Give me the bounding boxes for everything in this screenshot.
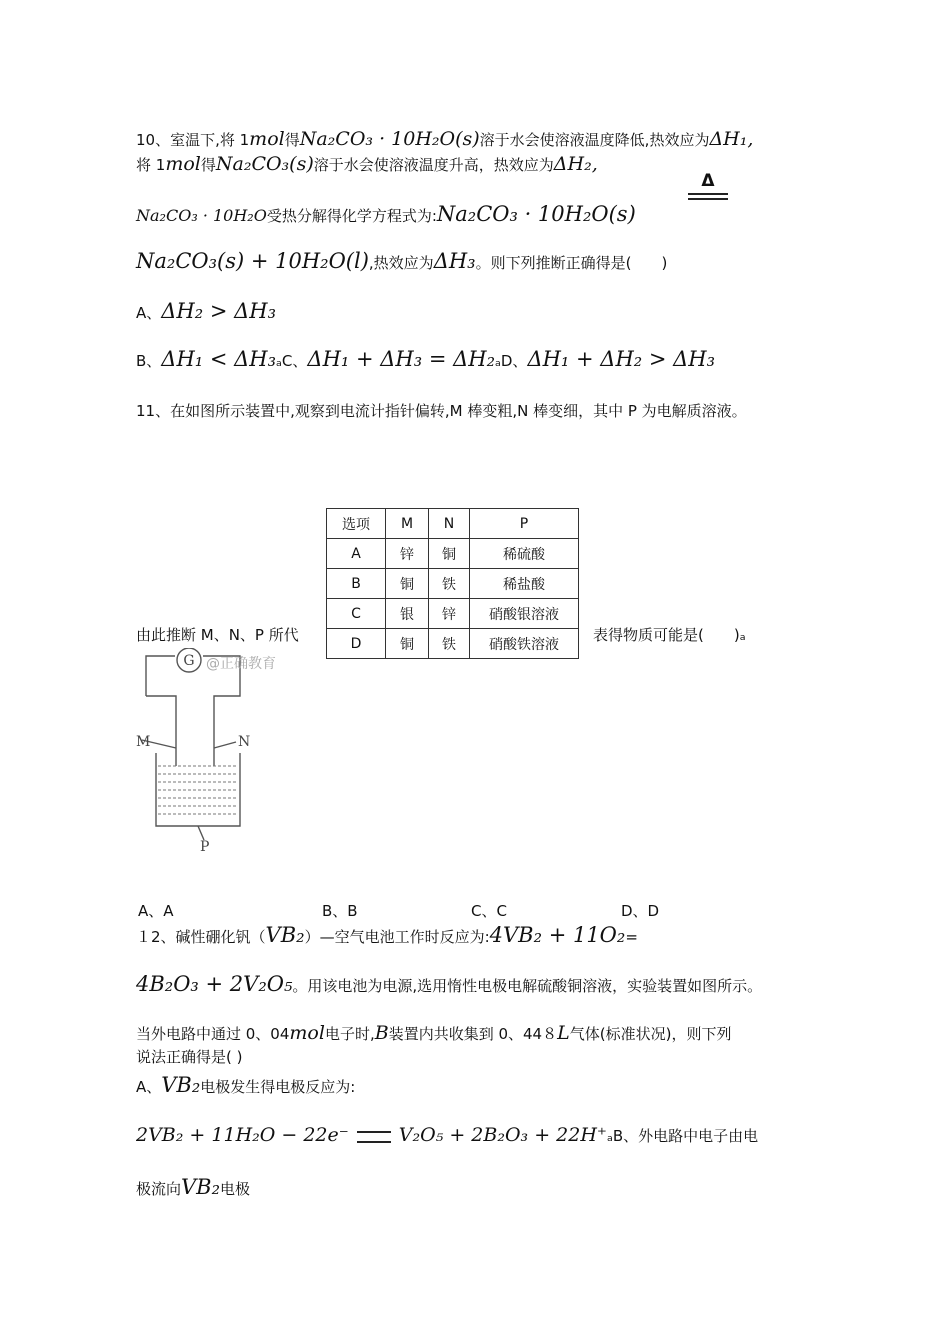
watermark-text: @正确教育 — [206, 656, 276, 672]
formula-vb2: VB₂ — [181, 1175, 221, 1199]
q10-text: 10、室温下,将 1 — [136, 131, 250, 149]
q12-text: 当外电路中通过 0、04 — [136, 1025, 290, 1043]
table-cell: A — [327, 539, 386, 569]
q12-line-6 — [136, 1124, 758, 1147]
table-cell: 锌 — [386, 539, 429, 569]
formula: Na₂CO₃ · 10H₂O — [136, 206, 267, 225]
q10-line-3 — [136, 203, 636, 227]
q11-answer-a: A、A — [138, 902, 174, 920]
delta-heat-symbol: Δ — [701, 171, 715, 191]
q12-text: 装置内共收集到 0、44８ — [388, 1025, 558, 1043]
formula: Na₂CO₃ · 10H₂O(s) — [299, 128, 480, 150]
table-header: 选项 — [327, 509, 386, 539]
q10-text: 溶于水会使溶液温度降低,热效应为 — [479, 131, 710, 149]
q12-line-2 — [136, 973, 762, 997]
equation-left: 4VB₂ + 11O₂ — [489, 923, 626, 947]
delta-h1: ΔH₁, — [709, 128, 754, 150]
delta-h3: ΔH₃ — [433, 249, 476, 273]
q10-line-4 — [136, 250, 667, 274]
q12-line-3 — [136, 1022, 731, 1045]
table-header-row — [327, 509, 579, 539]
electrode-equation-left: 2VB₂ + 11H₂O − 22e⁻ — [136, 1124, 349, 1146]
option-label: C、 — [281, 352, 308, 370]
label-n: N — [238, 734, 251, 750]
table-cell: 铜 — [386, 629, 429, 659]
table-row — [327, 539, 579, 569]
separator: ₐ — [276, 352, 282, 370]
label-m: M — [136, 734, 151, 750]
q10-options-bcd — [136, 348, 715, 372]
mol-unit: mol — [289, 1022, 325, 1044]
separator: ₐ — [495, 352, 501, 370]
q10-line-1 — [136, 128, 753, 151]
option-d-expr: ΔH₁ + ΔH₂ > ΔH₃ — [527, 347, 716, 371]
q10-text: ,热效应为 — [368, 254, 434, 272]
equation-left: Na₂CO₃ · 10H₂O(s) — [436, 202, 636, 226]
label-p: P — [200, 839, 210, 853]
table-row — [327, 599, 579, 629]
q12-text: ₐB、外电路中电子由电 — [606, 1127, 759, 1145]
q12-text: 电子时, — [324, 1025, 375, 1043]
q10-text: 。则下列推断正确得是( ) — [475, 254, 668, 272]
mol-unit: mol — [249, 128, 285, 150]
q11-answer-b: B、B — [322, 902, 358, 920]
table-header: M — [386, 509, 429, 539]
formula: Na₂CO₃(s) — [215, 153, 314, 175]
q12-text: 极流向 — [136, 1180, 182, 1198]
option-label: D、 — [500, 352, 528, 370]
table-cell: B — [327, 569, 386, 599]
table-cell: 锌 — [429, 599, 470, 629]
table-cell: 硝酸银溶液 — [470, 599, 579, 629]
table-cell: 稀盐酸 — [470, 569, 579, 599]
equation-right: Na₂CO₃(s) + 10H₂O(l) — [136, 249, 369, 273]
electrode-equation-right: V₂O₅ + 2B₂O₃ + 22H⁺ — [398, 1124, 607, 1146]
q12-text: ）—空气电池工作时反应为: — [304, 928, 490, 946]
equation-right: 4B₂O₃ + 2V₂O₅ — [136, 972, 293, 996]
option-label: B、 — [136, 352, 162, 370]
galvanometer-label: G — [183, 653, 195, 669]
q11-answer-c: C、C — [471, 902, 507, 920]
q11-answer-d: D、D — [621, 902, 660, 920]
formula-vb2: VB₂ — [161, 1073, 201, 1097]
option-label: A、 — [136, 304, 162, 322]
q12-text: A、 — [136, 1078, 162, 1096]
table-cell: 铜 — [429, 539, 470, 569]
q10-text: 溶于水会使溶液温度升高，热效应为 — [313, 156, 554, 174]
equals-bar — [688, 198, 728, 200]
table-cell: 铁 — [429, 629, 470, 659]
q12-line-7 — [136, 1176, 250, 1200]
formula-vb2: VB₂ — [265, 923, 305, 947]
table-cell: D — [327, 629, 386, 659]
galvanic-cell-figure — [132, 648, 292, 853]
q10-text: 受热分解得化学方程式为: — [266, 207, 437, 225]
equals-sign: = — [625, 928, 638, 946]
q11-stem: 11、在如图所示装置中,观察到电流计指针偏转,M 棒变粗,N 棒变细，其中 P 为电解质溶液。 — [136, 402, 747, 420]
option-a-expr: ΔH₂ > ΔH₃ — [161, 299, 277, 323]
q12-text: １2、碱性硼化钒（ — [136, 928, 266, 946]
q11-left-text: 由此推断 M、N、P 所代 — [136, 626, 299, 644]
table-cell: 铜 — [386, 569, 429, 599]
q10-text: 将 1 — [136, 156, 166, 174]
q12-line-1 — [136, 924, 638, 948]
heat-equals-sign — [688, 172, 728, 200]
q12-text: 电极发生得电极反应为: — [200, 1078, 356, 1096]
equals-bar — [688, 193, 728, 195]
table-cell: C — [327, 599, 386, 629]
table-cell: 稀硫酸 — [470, 539, 579, 569]
option-b-expr: ΔH₁ < ΔH₃ — [161, 347, 277, 371]
table-header: N — [429, 509, 470, 539]
table-row — [327, 629, 579, 659]
q10-line-2 — [136, 153, 598, 176]
q12-line-5 — [136, 1074, 355, 1098]
q12-line-4: 说法正确得是( ) — [136, 1048, 243, 1066]
reaction-equals — [357, 1131, 391, 1143]
q11-options-table — [326, 508, 579, 659]
q10-text: 得 — [200, 156, 216, 174]
table-cell: 铁 — [429, 569, 470, 599]
q12-text: 。用该电池为电源,选用惰性电极电解硫酸铜溶液，实验装置如图所示。 — [292, 977, 763, 995]
delta-h2: ΔH₂, — [553, 153, 598, 175]
device-b: B — [374, 1022, 389, 1044]
unit-l: L — [557, 1022, 570, 1044]
q12-text: 电极 — [220, 1180, 251, 1198]
q11-right-text: 表得物质可能是( )ₐ — [593, 626, 746, 644]
table-header: P — [470, 509, 579, 539]
table-row — [327, 569, 579, 599]
table-cell: 银 — [386, 599, 429, 629]
q10-option-a — [136, 300, 276, 324]
mol-unit: mol — [165, 153, 201, 175]
table-cell: 硝酸铁溶液 — [470, 629, 579, 659]
option-c-expr: ΔH₁ + ΔH₃ = ΔH₂ — [307, 347, 495, 371]
q12-text: 气体(标准状况)，则下列 — [569, 1025, 732, 1043]
q10-text: 得 — [284, 131, 300, 149]
